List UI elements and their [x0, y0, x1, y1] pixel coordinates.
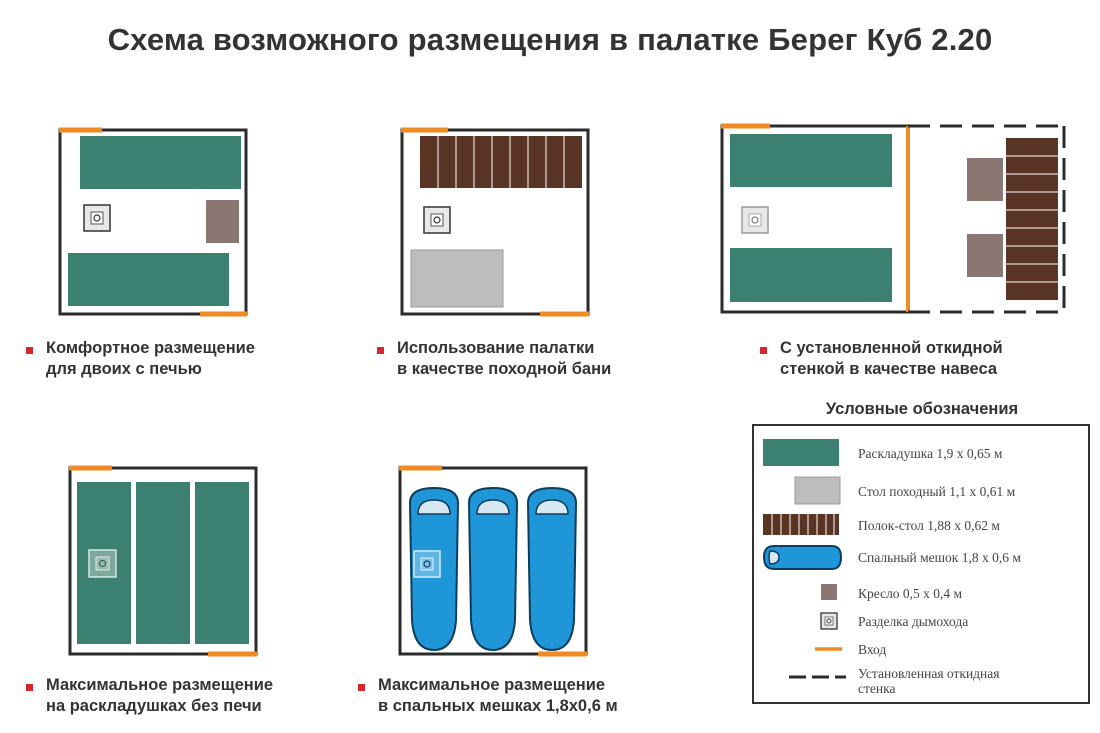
caption-layout-1: Комфортное размещение для двоих с печью — [46, 338, 255, 380]
cot — [195, 482, 249, 644]
bullet-icon — [358, 684, 365, 691]
legend-label-folding-wall: Установленная откидная стенка — [858, 666, 1000, 696]
layout-max-cots-no-stove — [60, 458, 270, 664]
legend — [752, 424, 1090, 704]
chimney-icon — [414, 551, 440, 577]
legend-label-chair: Кресло 0,5 х 0,4 м — [858, 586, 963, 601]
legend-label-chimney: Разделка дымохода — [858, 614, 969, 629]
cot — [80, 136, 241, 189]
bullet-icon — [760, 347, 767, 354]
bullet-icon — [26, 684, 33, 691]
sleeping-bag — [528, 488, 576, 650]
chimney-icon — [424, 207, 450, 233]
entrance-symbol-icon — [814, 644, 844, 654]
bullet-icon — [26, 347, 33, 354]
caption-layout-4: Максимальное размещение на раскладушках без печи — [46, 675, 273, 717]
cot — [136, 482, 190, 644]
caption-layout-2: Использование палатки в качестве походной бани — [397, 338, 611, 380]
cot — [730, 248, 892, 302]
legend-label-cot: Раскладушка 1,9 х 0,65 м — [858, 446, 1003, 461]
sleeping-bag — [469, 488, 517, 650]
chimney-symbol-icon — [820, 612, 840, 632]
caption-layout-3: С установленной откидной стенкой в качестве навеса — [780, 338, 1003, 380]
legend-title: Условные обозначения — [825, 400, 1019, 418]
camping-table — [411, 250, 503, 307]
legend-label-table: Стол походный 1,1 х 0,61 м — [858, 484, 1016, 499]
sleeping-bag-symbol-icon — [762, 543, 844, 573]
legend-label-sleeping-bag: Спальный мешок 1,8 х 0,6 м — [858, 550, 1021, 565]
chimney-icon — [89, 550, 116, 577]
legend-label-entrance: Вход — [858, 642, 887, 657]
caption-layout-5: Максимальное размещение в спальных мешках 1,8х0,6 м — [378, 675, 618, 717]
legend-label-bench-table: Полок-стол 1,88 х 0,62 м — [858, 518, 1000, 533]
bench-table-symbol-icon — [762, 513, 842, 537]
chimney-icon — [742, 207, 768, 233]
chair-symbol-icon — [820, 583, 840, 603]
folding-wall-symbol-icon — [788, 672, 848, 682]
bullet-icon — [377, 347, 384, 354]
layout-comfort-two-stove — [50, 120, 260, 320]
layout-max-sleeping-bags — [390, 458, 600, 664]
cot — [730, 134, 892, 187]
chair — [967, 158, 1003, 201]
chair — [967, 234, 1003, 277]
chimney-icon — [84, 205, 110, 231]
page-title: Схема возможного размещения в палатке Берег Куб 2.20 — [107, 22, 993, 57]
chair — [206, 200, 239, 243]
cot — [68, 253, 229, 306]
layout-folding-wall-canopy — [712, 116, 1082, 320]
layout-sauna — [392, 120, 602, 320]
cot-symbol-icon — [762, 438, 842, 468]
bench-table — [420, 136, 582, 188]
table-symbol-icon — [794, 476, 844, 506]
bench-table — [1006, 138, 1058, 300]
